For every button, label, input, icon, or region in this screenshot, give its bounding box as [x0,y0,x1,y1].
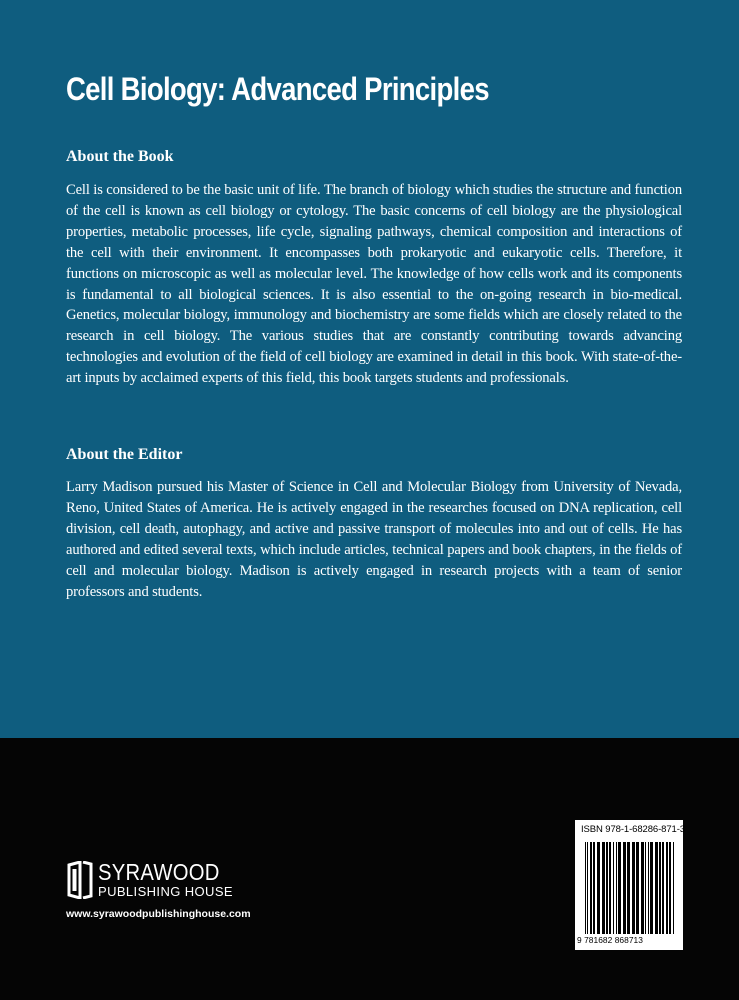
publisher-subtitle: PUBLISHING HOUSE [98,884,233,899]
publisher-url: www.syrawoodpublishinghouse.com [66,908,251,920]
barcode-digits: 9 781682 868713 [577,935,643,945]
barcode-bar [627,842,630,934]
barcode-bar [659,842,661,934]
barcode-bar [606,842,608,934]
barcode-bar [593,842,595,934]
book-title: Cell Biology: Advanced Principles [66,71,489,107]
about-book-text: Cell is considered to be the basic unit of life. The branch of biology which studies the structure and function of the cell is known as cell biology or cytology. The basic concerns of cell biology are the physiological properties, metabolic processes, life cycle, signaling pathways, chemical composition and interactions of the cell with their environment. It encompasses both prokaryotic and eukaryotic cells. Therefore, it functions on microscopic as well as molecular level. The knowledge of how cells work and its components is fundamental to all biological sciences. It is also essential to the on-going research in bio-medical. Genetics, molecular biology, immunology and biochemistry are some fields which are closely related to the research in cell biology. The various studies that are constantly contributing towards advancing technologies and evolution of the field of cell biology are examined in detail in this book. With state-of-the-art inputs by acclaimed experts of this field, this book targets students and professionals. [66,182,682,387]
barcode-bar [645,842,646,934]
barcode-bar [632,842,635,934]
book-icon [66,861,94,899]
barcode-bar [597,842,600,934]
about-editor-heading: About the Editor [66,446,183,463]
barcode-bar [641,842,644,934]
barcode-bar [662,842,664,934]
isbn-barcode-box [575,820,683,950]
barcode-bar [585,842,586,934]
about-book-heading: About the Book [66,148,174,165]
barcode-bar [618,842,621,934]
barcode-bar [616,842,617,934]
barcode-bar [623,842,626,934]
barcode-bar [602,842,605,934]
barcode-bar [648,842,649,934]
barcode-bar [590,842,592,934]
isbn-label: ISBN 978-1-68286-871-3 [581,824,685,835]
barcode-bar [673,842,674,934]
barcode-bar [650,842,653,934]
barcode-bar [655,842,658,934]
publisher-name: SYRAWOOD [98,859,220,885]
barcode-bar [666,842,668,934]
barcode-bar [669,842,671,934]
barcode-bar [609,842,611,934]
barcode-bar [587,842,588,934]
about-editor-text: Larry Madison pursued his Master of Science in Cell and Molecular Biology from University of Nevada, Reno, United States of America. He is actively engaged in the researches focused on DNA replication, cell division, cell death, autophagy, and active and passive transport of molecules into and out of cells. He has authored and edited several texts, which include articles, technical papers and book chapters, in the fields of cell and molecular biology. Madison is actively engaged in research projects with a team of senior professors and students. [66,479,682,600]
barcode-bar [636,842,639,934]
barcode-bar [613,842,614,934]
barcode [584,842,676,934]
